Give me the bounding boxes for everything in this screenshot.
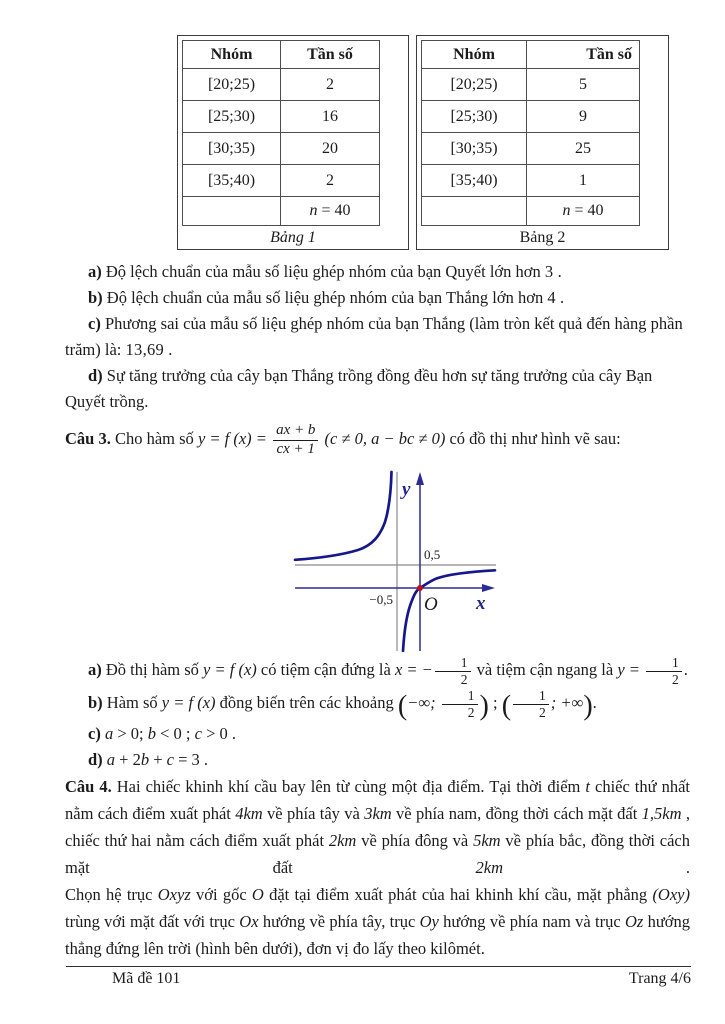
item-label: a) [88,262,102,281]
origin-label: O [424,594,438,616]
fraction [513,688,549,721]
text-run: hướng thẳng đứng lên trời (hình bên dưới), đơn vị đo lấy theo kilômét. [65,912,690,959]
item-text [65,366,652,411]
text-run: 3 [544,262,554,281]
text-run: Chọn hệ trục [65,885,158,905]
text-run: (Oxy) [652,885,690,905]
text-run: Oxyz [157,885,191,905]
q2-item-d [65,363,690,415]
frequency-cell: 20 [281,133,380,165]
group-cell: [30;35) [183,133,281,165]
frequency-cell: 2 [281,165,380,197]
text-run: Độ lệch chuẩn của mẫu số liệu ghép nhóm của bạn Quyết lớn hơn [105,262,545,281]
col-header-frequency: Tần số [527,41,640,69]
item-text: ; [492,693,498,713]
text-run: b [147,724,156,744]
text-run: n [309,202,318,219]
item-text: Đồ thị hàm số [105,660,204,680]
group-cell: [25;30) [183,101,281,133]
text-run: . [164,340,173,359]
frequency-cell: 9 [527,101,640,133]
total-cell [281,197,380,226]
text-run: a [106,750,116,770]
text-run: n [562,202,571,219]
table-row [183,101,380,133]
math-expression: y = f (x) [161,693,216,713]
group-cell: [25;30) [422,101,527,133]
item-text [65,314,683,359]
text-run: về phía đông và [356,831,474,851]
item-text [107,750,208,769]
math-expression: x = − [394,660,433,680]
intro-text-2: có đồ thị như hình vẽ sau: [445,428,621,448]
text-run: 13,69 [125,340,165,359]
table-header-row [183,41,380,69]
function-fraction [273,422,318,458]
text-run: hướng về phía tây, trục [258,912,420,932]
function-graph-figure [290,462,500,652]
fraction-denominator: 2 [460,672,468,688]
text-run: + [149,750,167,770]
text-run: . [503,858,690,878]
item-label: d) [88,366,103,385]
item-text: đồng biến trên các khoảng [219,693,398,713]
empty-cell [183,197,281,226]
group-cell: [35;40) [422,165,527,197]
fraction [435,655,471,688]
text-run: về phía tây và [262,804,365,824]
item-label: b) [88,288,103,307]
fraction-numerator: ax + b [273,422,318,441]
text-run: trùng với mặt đất với trục [65,912,240,932]
text-run: Sự tăng trưởng của cây bạn Thắng trồng đồng đều hơn sự tăng trưởng của cây Bạn Quyết trồng. [65,366,653,411]
fraction-denominator: 2 [467,705,475,721]
text-run: Oz [624,912,644,932]
text-run: c [166,750,174,770]
q4-paragraph-2 [65,881,690,962]
table-total-row [422,197,640,226]
text-run: a [104,724,114,744]
text-run: hướng về phía nam và trục [438,912,625,932]
group-cell: [30;35) [422,133,527,165]
item-text: . [683,660,688,680]
fraction-numerator: 1 [513,688,549,705]
text-run: + 2 [115,750,141,770]
open-paren: ( [501,690,512,722]
text-run: 5km [473,831,501,851]
v-asymptote-value: −0,5 [369,592,393,608]
text-run: 4km [235,804,263,824]
q2-item-a [65,259,690,285]
fraction [442,688,478,721]
item-label: b) [88,693,103,713]
table-caption: Bảng 2 [519,229,566,246]
text-run: > 0; [113,724,148,744]
text-run: 2km [475,858,504,878]
text-run: 3km [364,804,392,824]
text-run: 4 [547,288,556,307]
text-run: O [251,885,264,905]
fraction-numerator: 1 [435,655,471,672]
text-run: 2km [328,831,357,851]
doc-code: Mã đề 101 [112,970,181,987]
text-run: . [555,288,565,307]
table-row [422,133,640,165]
text-run: Ox [239,912,259,932]
fraction-denominator: 2 [539,705,546,721]
q4-paragraph-1 [65,773,690,881]
text-run: Hai chiếc khinh khí cầu bay lên từ cùng một địa điểm. Tại thời điểm [111,777,586,797]
table-header-row [422,41,640,69]
text-run: , chiếc thứ hai nằm cách điểm xuất phát [65,804,691,851]
text-run: Oy [419,912,439,932]
text-run: Phương sai của mẫu số liệu ghép nhóm của bạn Thắng (làm tròn kết quả đến hàng phần trăm) là: [65,314,683,359]
frequency-tables [177,35,690,250]
fraction-numerator: 1 [442,688,478,705]
h-asymptote-value: 0,5 [424,547,441,563]
q2-item-b [65,285,690,311]
frequency-cell: 5 [527,69,640,101]
col-header-group: Nhóm [183,41,281,69]
fraction-numerator: 1 [646,655,682,672]
question-label: Câu 3. [65,428,111,448]
item-text [105,724,236,743]
item-text: . [592,693,597,713]
table-row [183,69,380,101]
text-run: Câu 4. [65,777,112,797]
open-paren: ( [397,690,408,722]
text-run: về phía nam, đồng thời cách mặt đất [391,804,642,824]
q3-item-c [65,721,690,747]
col-header-frequency: Tần số [281,41,380,69]
total-cell [527,197,640,226]
table-box-1 [177,35,409,250]
text-run: > 0 . [201,724,236,744]
q2-item-c [65,311,690,363]
math-expression: ; +∞ [550,693,584,713]
table-box-2 [416,35,669,250]
y-axis-label: y [402,479,411,501]
item-label: d) [88,750,103,770]
item-text: và tiệm cận ngang là [476,660,618,680]
text-run: = 3 . [174,750,209,770]
table-row [422,101,640,133]
text-run: đặt tại điểm xuất phát của hai khinh khí cầu, mặt phẳng [263,885,653,905]
text-run: 1,5km [641,804,682,824]
item-text [106,262,562,281]
item-label: c) [88,724,101,744]
group-cell: [35;40) [183,165,281,197]
text-run: b [140,750,150,770]
group-cell: [20;25) [183,69,281,101]
frequency-table-1 [182,40,380,226]
curve-upper-branch [295,472,392,560]
fraction-denominator: 2 [672,672,679,688]
math-expression: −∞; [407,693,440,713]
text-run: c [194,724,202,744]
fraction-denominator: cx + 1 [276,440,315,457]
empty-cell [422,197,527,226]
text-run: < 0 ; [155,724,195,744]
table-row [422,69,640,101]
text-run: chiếc thứ nhất nằm cách điểm xuất phát [65,777,690,824]
frequency-cell: 1 [527,165,640,197]
close-paren: ) [583,690,593,722]
text-run: . [553,262,562,281]
table-row [183,133,380,165]
q3-item-d [65,747,690,773]
y-axis-arrow-icon [416,472,424,485]
col-header-group: Nhóm [422,41,527,69]
function-lhs: y = f (x) = [197,428,272,448]
math-expression: y = f (x) [203,660,257,680]
function-graph [290,462,500,652]
q3-item-b [65,688,690,721]
table-caption: Bảng 1 [270,229,316,246]
intro-text: Cho hàm số [114,428,198,448]
math-expression: y = [617,660,645,680]
page-footer [66,966,691,988]
frequency-cell: 16 [281,101,380,133]
frequency-cell: 25 [527,133,640,165]
frequency-table-2 [421,40,640,226]
item-text [107,288,564,307]
text-run: t [585,777,590,797]
q3-intro [65,422,690,458]
x-axis-arrow-icon [482,584,495,592]
text-run: với gốc [190,885,252,905]
item-text: có tiệm cận đứng là [260,660,395,680]
origin-point [417,585,423,591]
close-paren: ) [479,690,489,722]
item-label: c) [88,314,101,333]
text-run: = 40 [317,202,351,219]
q3-item-a [65,655,690,688]
fraction [646,655,682,688]
function-condition: (c ≠ 0, a − bc ≠ 0) [324,428,446,448]
page-number: Trang 4/6 [628,970,691,987]
item-text: Hàm số [106,693,162,713]
frequency-cell: 2 [281,69,380,101]
text-run: = 40 [570,202,604,219]
item-label: a) [88,660,102,680]
x-axis-label: x [476,593,486,615]
table-row [422,165,640,197]
table-row [183,165,380,197]
table-total-row [183,197,380,226]
group-cell: [20;25) [422,69,527,101]
text-run: về phía bắc, đồng thời cách mặt đất [65,831,690,878]
text-run: Độ lệch chuẩn của mẫu số liệu ghép nhóm của bạn Thắng lớn hơn [106,288,548,307]
